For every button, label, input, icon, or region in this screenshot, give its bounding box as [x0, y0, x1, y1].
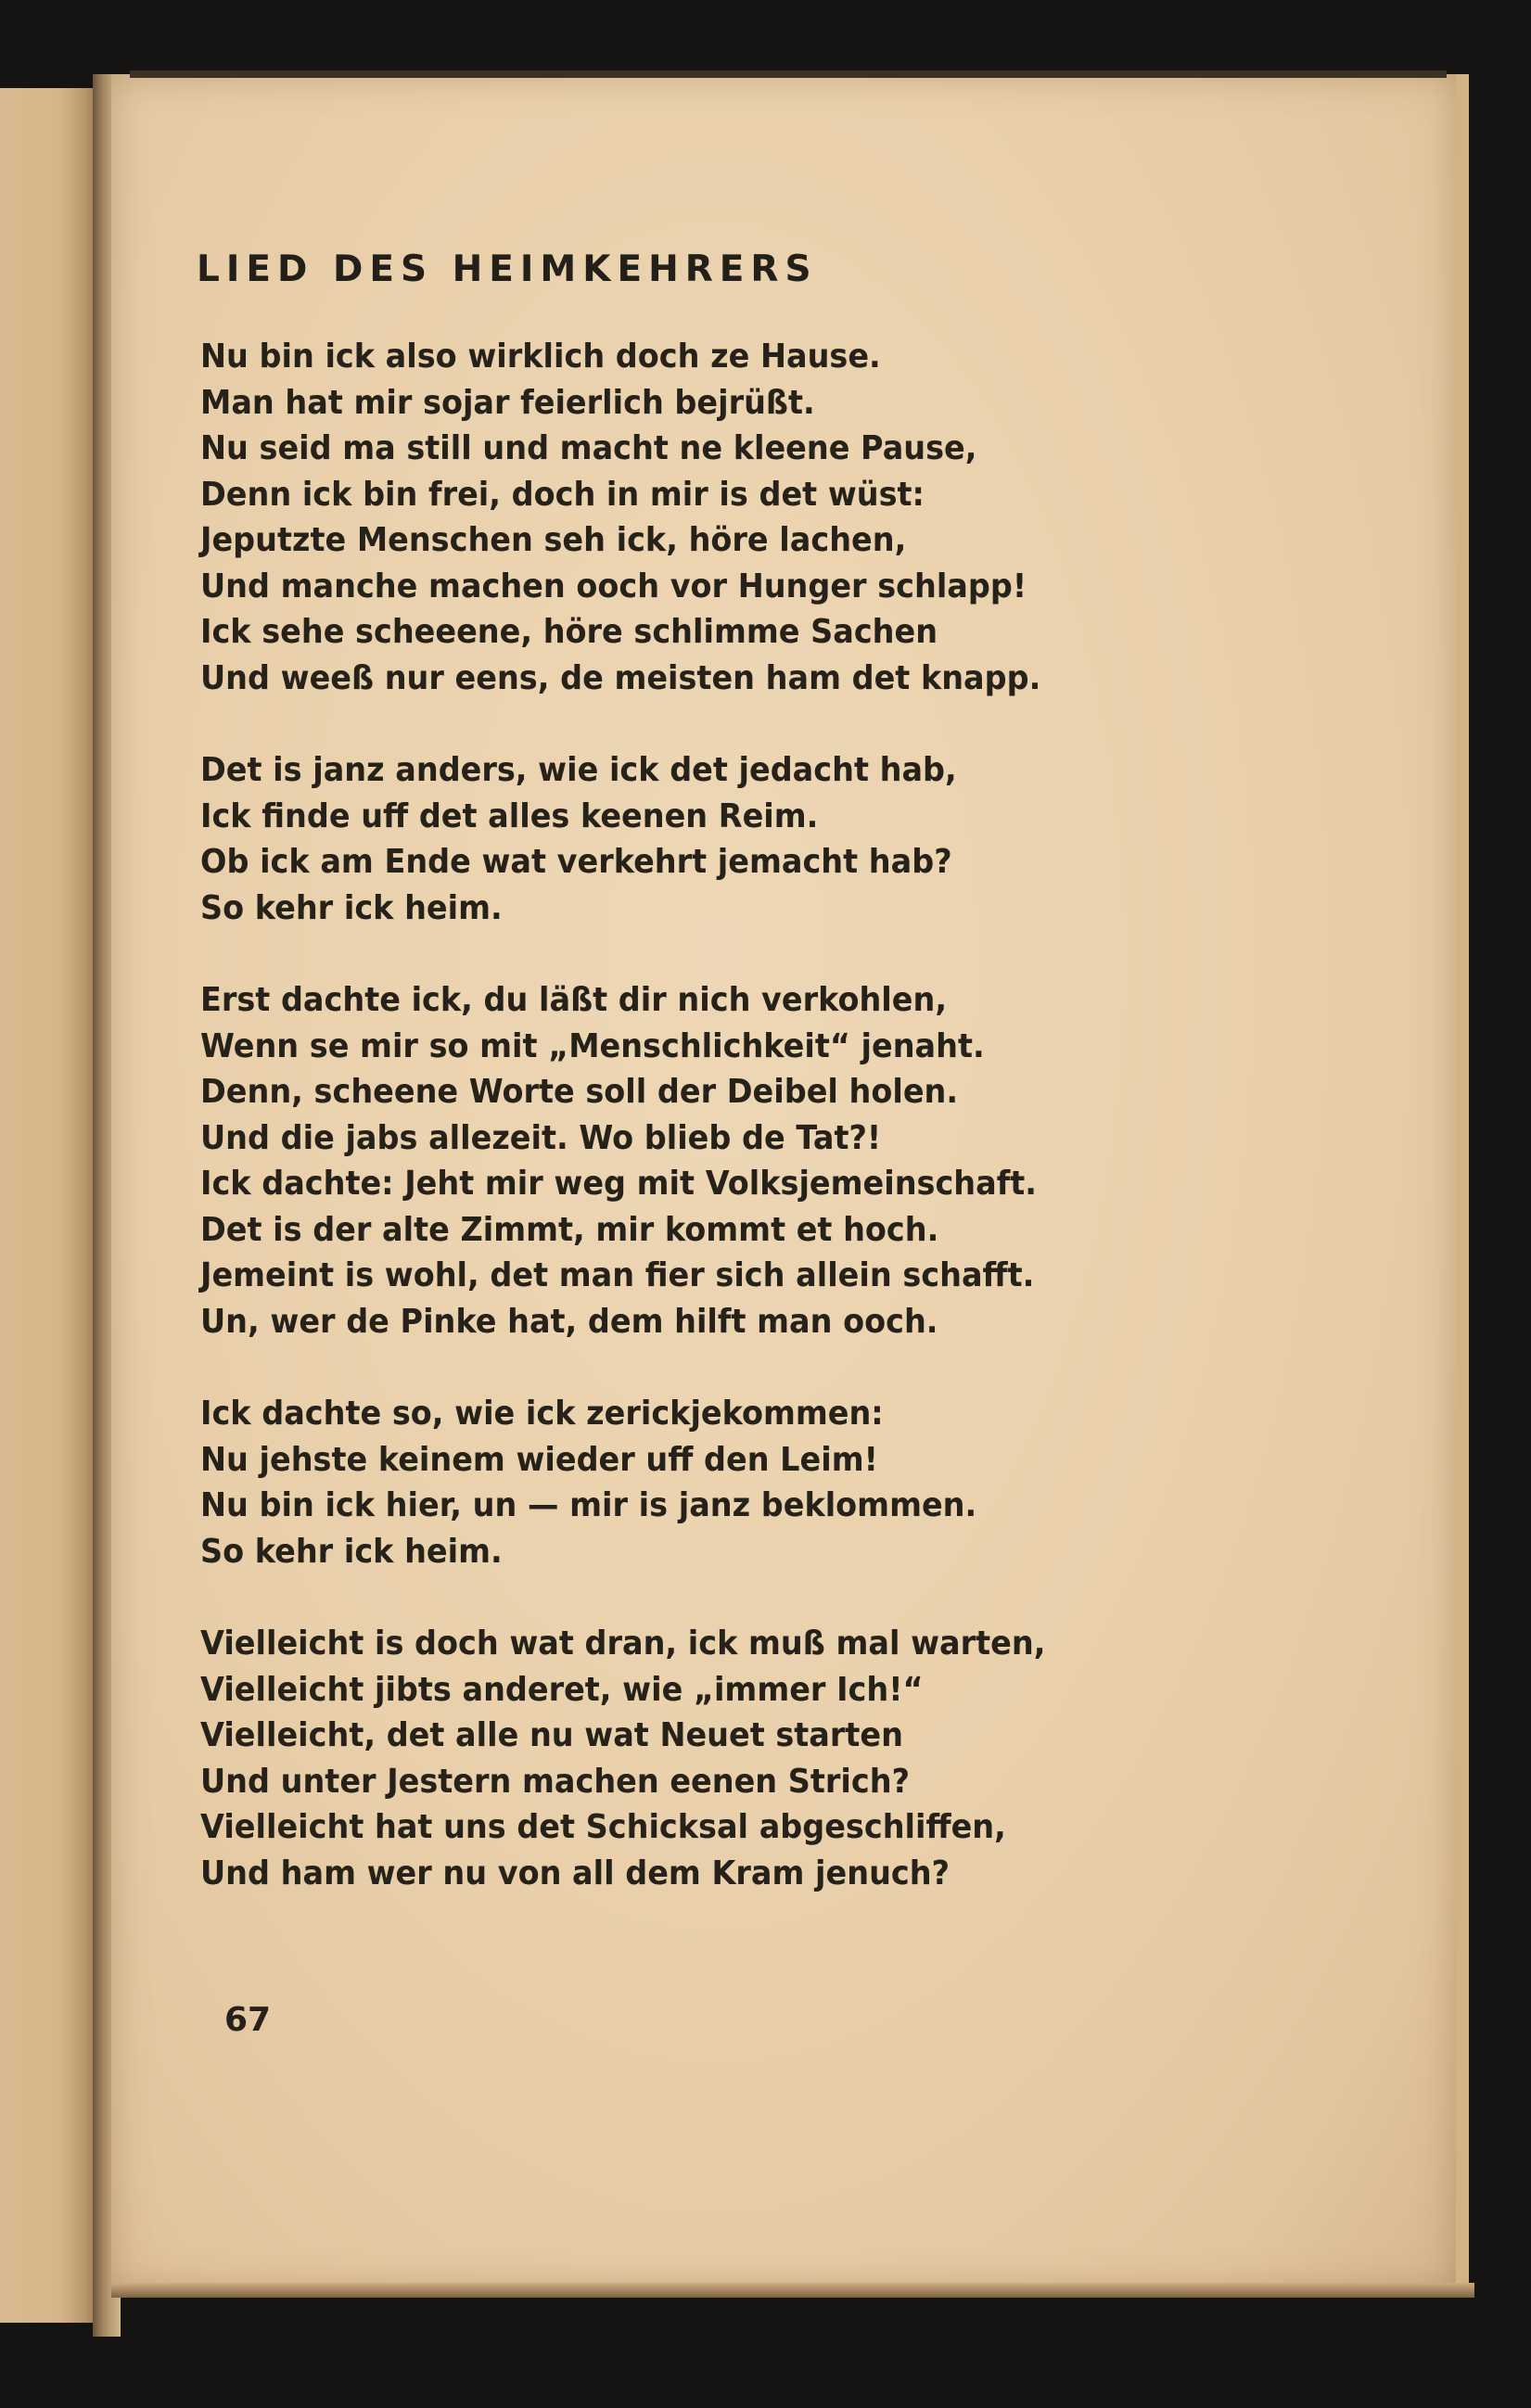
poem-line: Und unter Jestern machen eenen Strich? [200, 1762, 911, 1801]
poem-line: Jemeint is wohl, det man fier sich allein schafft. [200, 1256, 1035, 1294]
page-number: 67 [224, 2001, 272, 2039]
poem-line: Nu jehste keinem wieder uff den Leim! [200, 1440, 878, 1479]
stanza [200, 334, 1063, 701]
stanza [200, 747, 1063, 931]
poem-line: Und weeß nur eens, de meisten ham det knapp. [200, 658, 1041, 697]
poem-line: Nu seid ma still und macht ne kleene Pause, [200, 429, 977, 467]
poem-line: Und ham wer nu von all dem Kram jenuch? [200, 1854, 950, 1892]
poem-line: Erst dachte ick, du läßt dir nich verkohlen, [200, 981, 948, 1019]
poem-line: Man hat mir sojar feierlich bejrüßt. [200, 383, 815, 422]
poem-line: Nu bin ick hier, un — mir is janz beklommen. [200, 1486, 977, 1524]
poem-line: Det is der alte Zimmt, mir kommt et hoch. [200, 1210, 939, 1249]
left-page-edge [0, 88, 100, 2323]
page-bottom-edge [111, 2283, 1474, 2298]
poem-body [200, 334, 1063, 1943]
poem-line: So kehr ick heim. [200, 888, 503, 927]
stanza [200, 1621, 1063, 1896]
poem-line: Ick dachte so, wie ick zerickjekommen: [200, 1395, 884, 1433]
poem-line: Vielleicht is doch wat dran, ick muß mal warten, [200, 1624, 1046, 1663]
poem-line: Wenn se mir so mit „Menschlichkeit“ jenaht. [200, 1026, 985, 1065]
poem-line: Denn, scheene Worte soll der Deibel holen. [200, 1073, 959, 1111]
poem-line: So kehr ick heim. [200, 1532, 503, 1571]
poem-line: Vielleicht jibts anderet, wie „immer Ich!“ [200, 1670, 924, 1709]
poem-line: Nu bin ick also wirklich doch ze Hause. [200, 338, 881, 376]
poem-line: Und manche machen ooch vor Hunger schlapp! [200, 567, 1027, 605]
poem-line: Vielleicht, det alle nu wat Neuet starten [200, 1716, 903, 1754]
poem-line: Denn ick bin frei, doch in mir is det wüst: [200, 475, 925, 514]
poem-line: Det is janz anders, wie ick det jedacht hab, [200, 751, 957, 789]
poem-line: Ob ick am Ende wat verkehrt jemacht hab? [200, 843, 952, 881]
poem-line: Ick dachte: Jeht mir weg mit Volksjemeinschaft. [200, 1165, 1038, 1203]
page-top-edge [130, 70, 1447, 78]
poem-line: Vielleicht hat uns det Schicksal abgeschliffen, [200, 1808, 1006, 1846]
stanza [200, 1391, 1063, 1574]
stanza [200, 977, 1063, 1344]
poem-line: Un, wer de Pinke hat, dem hilft man ooch. [200, 1302, 938, 1341]
poem-line: Ick finde uff det alles keenen Reim. [200, 796, 819, 835]
poem-line: Jeputzte Menschen seh ick, höre lachen, [200, 521, 907, 559]
poem-title: LIED DES HEIMKEHRERS [197, 248, 818, 290]
poem-line: Ick sehe scheeene, höre schlimme Sachen [200, 613, 938, 651]
poem-line: Und die jabs allezeit. Wo blieb de Tat?! [200, 1118, 882, 1157]
